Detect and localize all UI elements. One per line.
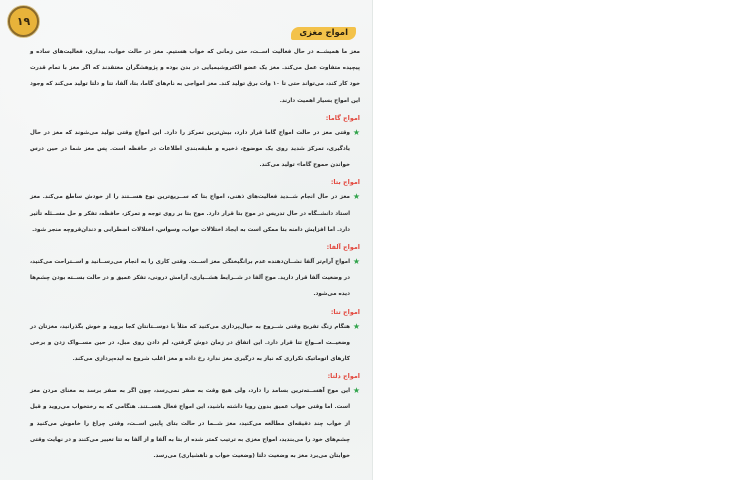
section-text: هنگام زنگ تفریح وقتی شــروع به خیال‌پردازی می‌کنید که مثلاً با دوســتانتان کجا بروید و خوش بگذرانید، مغزتان در وضعیــت امــواج تتا قرار دارد. این اتفاق در زمان دوش گرفتن، لم دادن روی مبل، در حین مســواک زدن و برخی کارهای اتوماتیک تکراری که نیاز به درگیری مغز ندارد رخ داده و مغز اغلب شروع به ایده‌پردازی می‌کند. — [30, 323, 350, 363]
star-icon: ★ — [352, 321, 360, 331]
section-heading-theta: امواج تتا: — [330, 307, 360, 316]
section-text: امواج آرام‌تر آلفا نشــان‌دهنده عدم برانگیختگی مغز اســت. وقتی کاری را به انجام می‌رســانید و اســتراحت می‌کنید، در وضعیت آلفا قرار دارید. موج آلفا در شــرایط هشــیاری، آرامش درونی، تفکر عمیق و در حالت بســته بودن چشم‌ها دیده می‌شود. — [30, 259, 350, 298]
section-heading-alpha: امواج آلفا: — [326, 243, 360, 252]
section-alpha — [30, 254, 360, 303]
section-beta — [30, 189, 360, 238]
section-text: این موج آهســته‌ترین بسامد را دارد، ولی هیچ وقت به صفر نمی‌رسد، چون اگر به صفر برسد به معنای مردن مغز است. اما وقتی خواب عمیق بدون رویا داشته باشید، این امواج فعال هســتند. هنگامی که به رختخواب می‌روید و قبل از خواب چند دقیقه‌ای مطالعه می‌کنید، مغز شــما در حالت بتای پایین اســت، وقتی چراغ را خاموش می‌کنید و چشم‌های خود را می‌بندید، امواج مغزی به ترتیب کمتر شده از بتا به آلفا و از آلفا به تتا تغییر می‌کنند و در نهایت وقتی خوابتان می‌برد مغز به وضعیت دلتا (وضعیت خواب و ناهشیاری) می‌رسد. — [30, 388, 350, 460]
star-icon: ★ — [352, 386, 360, 396]
section-heading-beta: امواج بتا: — [330, 178, 360, 187]
page-content — [30, 44, 360, 464]
star-icon: ★ — [352, 257, 360, 267]
page-number-badge: ۱۹ — [8, 6, 39, 37]
section-gamma — [30, 125, 360, 174]
section-heading-delta: امواج دلتا: — [327, 372, 360, 381]
section-delta — [30, 383, 360, 464]
star-icon: ★ — [352, 192, 360, 202]
intro-paragraph: مغز ما همیشــه در حال فعالیت اســت، حتی زمانی که خواب هستیم. مغز در حالت خواب، بیداری، فعالیت‌های ساده و پیچیده متفاوت عمل می‌کند. مغز یک عضو الکتروشیمیایی در بدن بوده و پژوهشگران معتقدند که اگر مغز با تمام قدرت خود کار کند، می‌تواند حتی تا ۱۰ وات برق تولید کند. مغز امواجی به نام‌های گاما، بتا، آلفا، تتا و دلتا تولید می‌کند که وجود این امواج بسیار اهمیت دارند. — [30, 49, 361, 104]
page-title: امواج مغزی — [291, 27, 356, 40]
section-heading-gamma: امواج گاما: — [325, 113, 360, 122]
section-text: مغز در حال انجام شــدید فعالیت‌های ذهنی، امواج بتا که ســریع‌ترین نوع هســتند را از خودش ساطع می‌کند. مغز استاد دانشــگاه در حال تدریس در موج بتا قرار دارد. موج بتا بر روی توجه و تمرکز، حافظه، تفکر و حل مســئله تأثیر دارد. اما افزایش دامنه بتا ممکن است به ایجاد اختلالات خواب، وسواس، اختلالات اضطرابی و دندان‌قروچه منجر شود. — [30, 194, 350, 233]
section-theta — [30, 319, 360, 368]
book-page — [0, 0, 373, 480]
section-text: وقتی مغز در حالت امواج گاما قرار دارد، بیش‌ترین تمرکز را دارد. این امواج وقتی تولید می‌شوند که مغز در حال یادگیری، تمرکز شدید روی یک موضوع، ذخیره و طبقه‌بندی اطلاعات در حافظه است. پس مغز شما در حین درس خواندن حموج گاما» تولید می‌کند. — [30, 129, 350, 169]
star-icon: ★ — [352, 127, 360, 137]
